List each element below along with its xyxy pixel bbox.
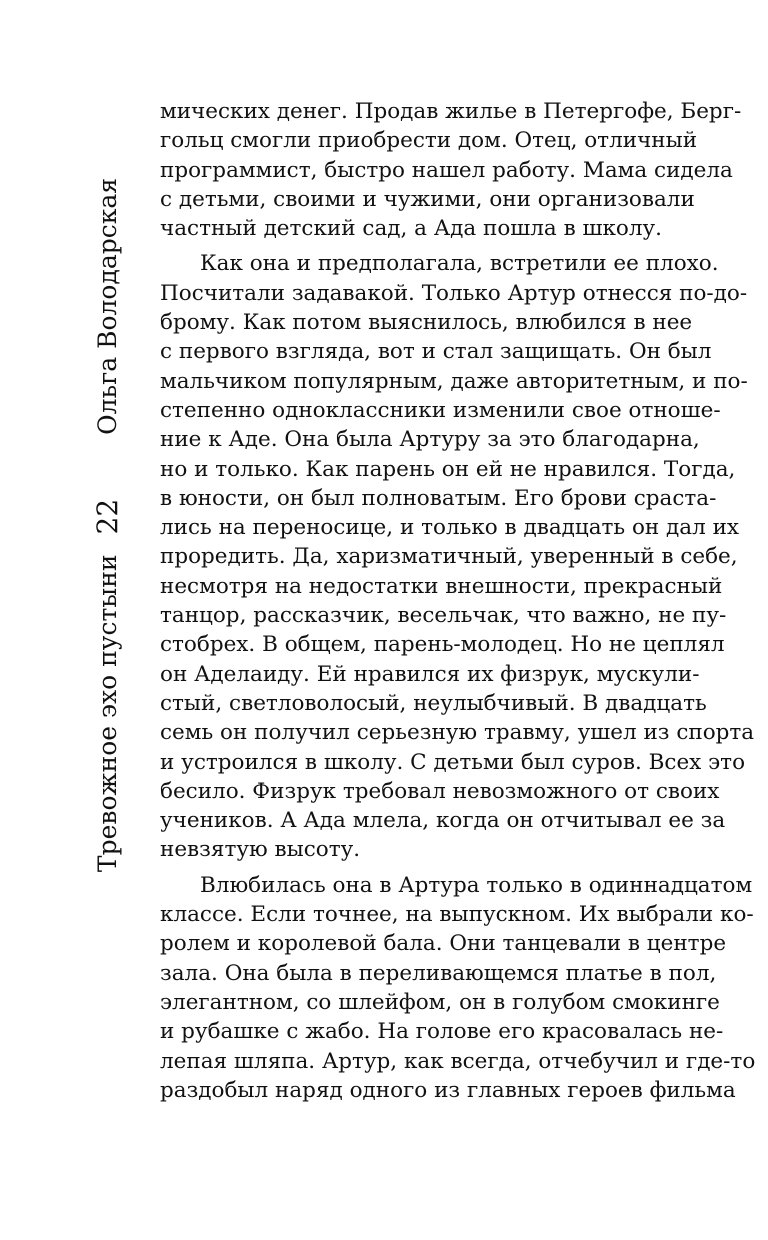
text-line: мических денег. Продав жилье в Петергофе, Берг-	[160, 99, 742, 124]
text-line: степенно одноклассники изменили свое отноше-	[160, 397, 721, 423]
paragraph	[160, 871, 756, 1105]
text-line: Посчитали задавакой. Только Артур отнесся по-до-	[160, 280, 748, 306]
running-head	[82, 177, 132, 873]
page-number: 22	[90, 498, 124, 535]
text-line: ние к Аде. Она была Артуру за это благодарна,	[160, 427, 700, 453]
text-line: семь он получил серьезную травму, ушел из спорта	[160, 720, 755, 746]
text-line: танцор, рассказчик, весельчак, что важно, не пу-	[160, 603, 727, 629]
text-line: элегантном, со шлейфом, он в голубом смокинге	[160, 989, 720, 1015]
text-line: с первого взгляда, вот и стал защищать. Он был	[160, 339, 712, 365]
text-line: но и только. Как парень он ей не нравился. Тогда,	[160, 456, 736, 482]
text-line: частный детский сад, а Ада пошла в школу.	[160, 216, 663, 242]
text-line: брому. Как потом выяснилось, влюбился в нее	[160, 310, 693, 336]
text-line: и устроился в школу. С детьми был суров. Всех это	[160, 749, 746, 775]
text-line: ролем и королевой бала. Они танцевали в центре	[160, 931, 727, 957]
text-line: учеников. А Ада млела, когда он отчитывал ее за	[160, 808, 726, 834]
text-line: программист, быстро нашел работу. Мама сидела	[160, 157, 733, 183]
text-line: стобрех. В общем, парень-молодец. Но не цеплял	[160, 632, 725, 658]
author-name: Ольга Володарская	[92, 177, 122, 435]
text-line: невзятую высоту.	[160, 837, 361, 863]
text-line: с детьми, своими и чужими, они организовали	[160, 186, 695, 212]
text-line: раздобыл наряд одного из главных героев фильма	[160, 1077, 736, 1103]
body-text	[160, 97, 756, 1111]
text-line: бесило. Физрук требовал невозможного от своих	[160, 778, 720, 804]
text-line: классе. Если точнее, на выпускном. Их выбрали ко-	[160, 902, 754, 928]
text-line: зала. Она была в переливающемся платье в пол,	[160, 960, 717, 986]
text-line: гольц смогли приобрести дом. Отец, отличный	[160, 128, 698, 154]
text-line: стый, светловолосый, неулыбчивый. В двадцать	[160, 690, 707, 716]
text-line: проредить. Да, харизматичный, уверенный в себе,	[160, 544, 738, 570]
text-line: Как она и предполагала, встретили ее плохо.	[200, 251, 719, 277]
text-line: он Аделаиду. Ей нравился их физрук, мускули-	[160, 661, 700, 687]
text-line: мальчиком популярным, даже авторитетным, и по-	[160, 368, 748, 394]
paragraph	[160, 97, 742, 243]
text-line: лепая шляпа. Артур, как всегда, отчебучил и где-то	[160, 1048, 756, 1074]
text-line: и рубашке с жабо. На голове его красовалась не-	[160, 1019, 724, 1045]
text-line: в юности, он был полноватым. Его брови сраста-	[160, 485, 717, 511]
text-line: Влюбилась она в Артура только в одиннадцатом	[200, 872, 753, 898]
paragraph	[160, 249, 755, 864]
text-line: несмотря на недостатки внешности, прекрасный	[160, 573, 723, 599]
text-line: лись на переносице, и только в двадцать он дал их	[160, 515, 740, 541]
book-title: Тревожное эхо пустыни	[92, 554, 122, 873]
